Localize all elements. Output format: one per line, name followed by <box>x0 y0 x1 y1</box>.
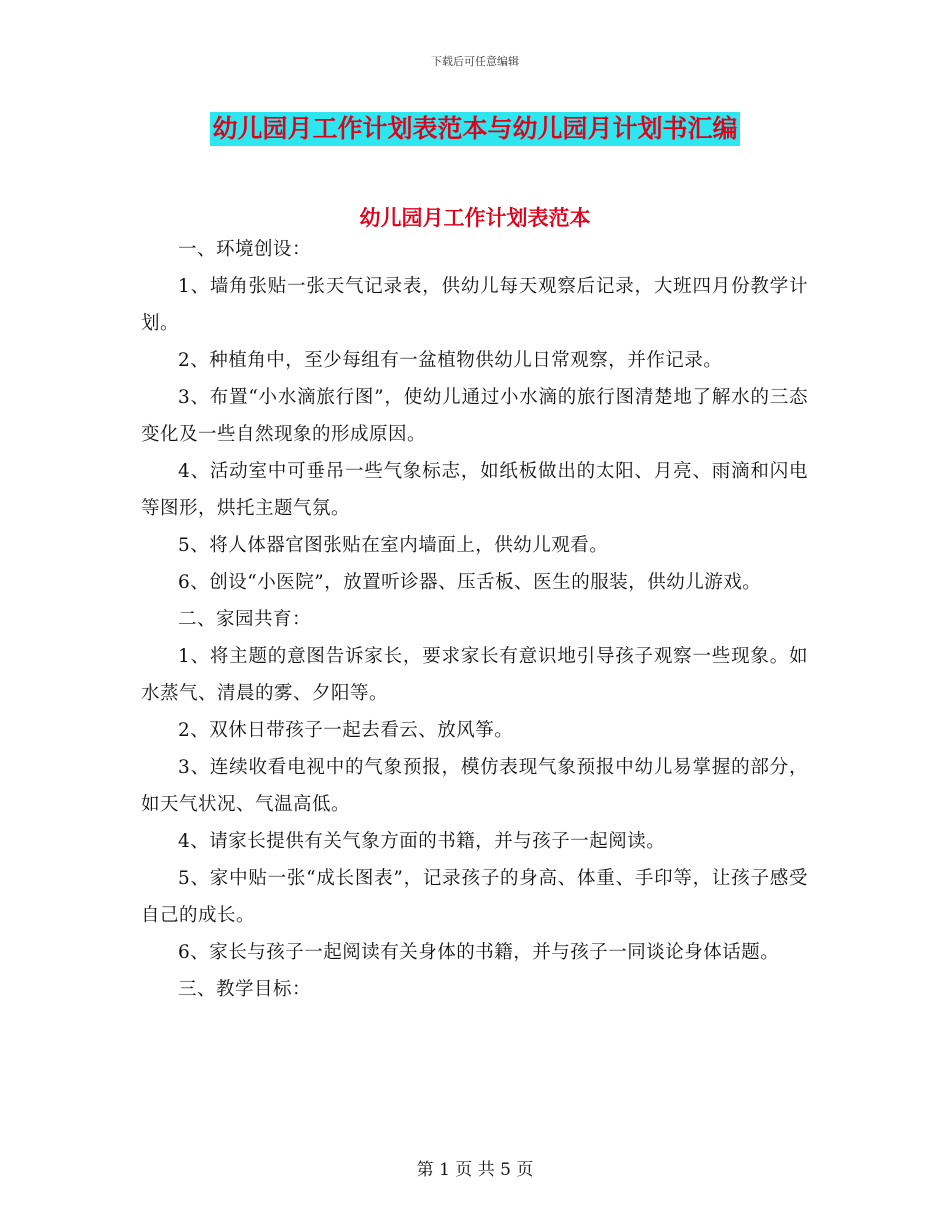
paragraph: 三、教学目标： <box>178 979 312 1000</box>
paragraph: 3、布置“小水滴旅行图”，使幼儿通过小水滴的旅行图清楚地了解水的三态变化及一些自然现象的形成原因。 <box>141 387 808 445</box>
paragraph: 2、种植角中，至少每组有一盆植物供幼儿日常观察，并作记录。 <box>178 350 723 371</box>
paragraph: 1、将主题的意图告诉家长，要求家长有意识地引导孩子观察一些现象。如水蒸气、清晨的雾、夕阳等。 <box>141 646 808 704</box>
section-title: 幼儿园月工作计划表范本 <box>359 206 591 230</box>
paragraph: 6、创设“小医院”，放置听诊器、压舌板、医生的服装，供幼儿游戏。 <box>178 572 762 593</box>
paragraph: 5、家中贴一张“成长图表”，记录孩子的身高、体重、手印等，让孩子感受自己的成长。 <box>141 868 808 926</box>
paragraph: 5、将人体器官图张贴在室内墙面上，供幼儿观看。 <box>178 535 609 556</box>
paragraph: 二、家园共育： <box>178 609 312 630</box>
page-header-note: 下载后可任意编辑 <box>431 55 519 68</box>
document-title <box>0 112 950 146</box>
body-text <box>141 231 808 1008</box>
page-footer: 第 1 页 共 5 页 <box>416 1160 534 1180</box>
paragraph: 一、环境创设： <box>178 239 312 260</box>
paragraph: 4、请家长提供有关气象方面的书籍，并与孩子一起阅读。 <box>178 831 666 852</box>
paragraph: 1、墙角张贴一张天气记录表，供幼儿每天观察后记录，大班四月份教学计划。 <box>141 276 808 334</box>
paragraph: 6、家长与孩子一起阅读有关身体的书籍，并与孩子一同谈论身体话题。 <box>178 942 780 963</box>
paragraph: 4、活动室中可垂吊一些气象标志，如纸板做出的太阳、月亮、雨滴和闪电等图形，烘托主题气氛。 <box>141 461 808 519</box>
document-title-text: 幼儿园月工作计划表范本与幼儿园月计划书汇编 <box>210 112 739 146</box>
paragraph: 3、连续收看电视中的气象预报，模仿表现气象预报中幼儿易掌握的部分，如天气状况、气温高低。 <box>141 757 808 815</box>
paragraph: 2、双休日带孩子一起去看云、放风筝。 <box>178 720 514 741</box>
